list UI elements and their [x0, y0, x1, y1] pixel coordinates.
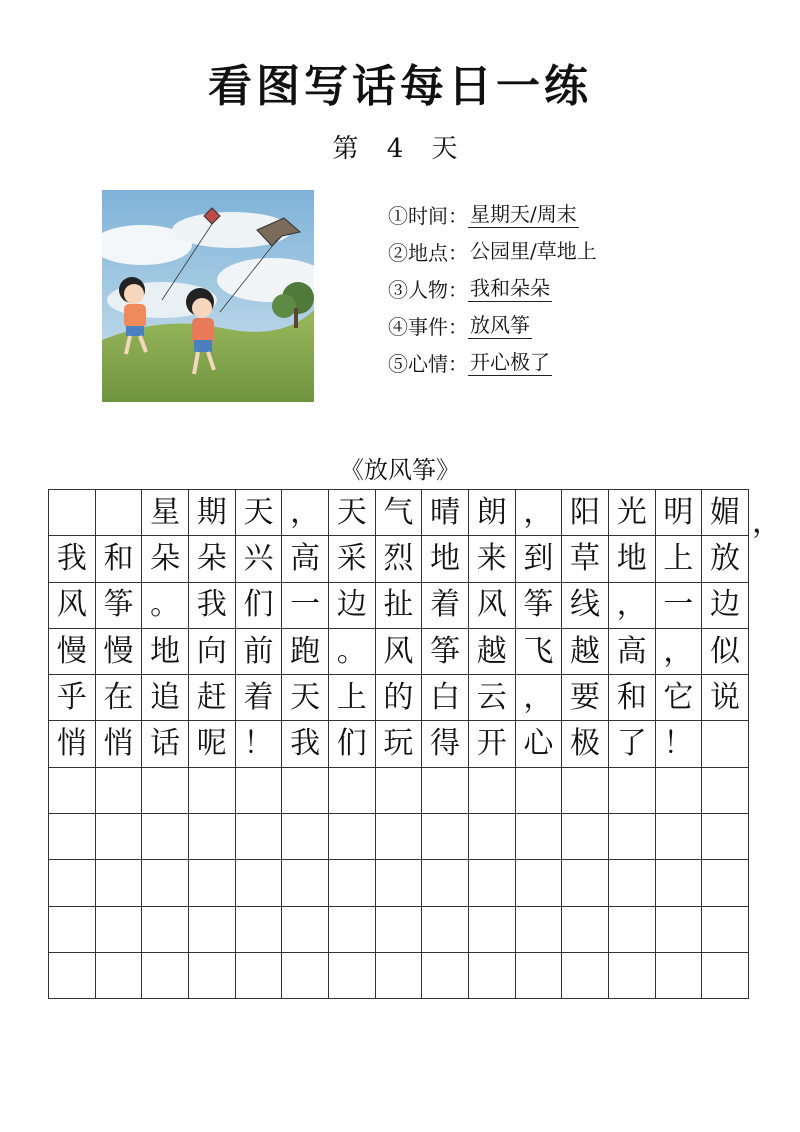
grid-cell: [329, 814, 376, 860]
grid-cell: ，: [516, 675, 563, 721]
grid-cell: [236, 768, 283, 814]
grid-cell: 。: [329, 629, 376, 675]
prompt-mood-value: 开心极了: [470, 349, 550, 374]
grid-cell: [562, 953, 609, 999]
grid-cell: 越: [469, 629, 516, 675]
prompt-time-label: ①时间：: [388, 204, 468, 228]
page-title: 看图写话每日一练: [208, 61, 592, 112]
grid-cell: [702, 907, 749, 953]
grid-cell: 的: [376, 675, 423, 721]
grid-cell: 筝: [96, 583, 143, 629]
grid-cell: 星: [142, 490, 189, 536]
grid-cell: [49, 860, 96, 906]
grid-cell: [376, 860, 423, 906]
grid-cell: 风: [49, 583, 96, 629]
grid-cell: 扯: [376, 583, 423, 629]
grid-cell: [236, 953, 283, 999]
grid-cell: [49, 907, 96, 953]
grid-cell: 天: [282, 675, 329, 721]
grid-cell: [96, 860, 143, 906]
grid-cell: 了: [609, 721, 656, 767]
grid-cell: [376, 768, 423, 814]
grid-overflow-punctuation: ，: [752, 505, 782, 540]
grid-cell: 烈: [376, 536, 423, 582]
grid-cell: 兴: [236, 536, 283, 582]
grid-cell: 和: [609, 675, 656, 721]
grid-cell: [49, 953, 96, 999]
grid-cell: [702, 953, 749, 999]
grid-cell: [702, 814, 749, 860]
grid-cell: 明: [656, 490, 703, 536]
grid-cell: [189, 814, 236, 860]
grid-cell: ，: [516, 490, 563, 536]
writing-prompts: [388, 196, 718, 381]
prompt-people-value: 我和朵朵: [470, 275, 550, 300]
grid-cell: 气: [376, 490, 423, 536]
grid-cell: ！: [236, 721, 283, 767]
grid-cell: ！: [656, 721, 703, 767]
grid-cell: ，: [656, 629, 703, 675]
grid-cell: [516, 768, 563, 814]
grid-cell: 悄: [49, 721, 96, 767]
kite-flying-illustration: [102, 190, 314, 402]
grid-cell: [422, 907, 469, 953]
grid-cell: [142, 768, 189, 814]
grid-cell: 向: [189, 629, 236, 675]
grid-cell: [656, 768, 703, 814]
grid-cell: [422, 814, 469, 860]
grid-cell: [656, 953, 703, 999]
grid-cell: 边: [329, 583, 376, 629]
grid-cell: [142, 814, 189, 860]
grid-cell: [236, 860, 283, 906]
grid-cell: 着: [422, 583, 469, 629]
grid-cell: 朗: [469, 490, 516, 536]
grid-cell: [282, 814, 329, 860]
essay-title: 《放风筝》: [340, 456, 460, 484]
grid-cell: [562, 907, 609, 953]
grid-cell: [236, 814, 283, 860]
grid-cell: [282, 860, 329, 906]
grid-cell: 悄: [96, 721, 143, 767]
grid-cell: [516, 860, 563, 906]
grid-cell: 心: [516, 721, 563, 767]
prompt-people: [388, 270, 718, 307]
grid-cell: 放: [702, 536, 749, 582]
grid-cell: [656, 860, 703, 906]
prompt-place-value: 公园里/草地上: [470, 239, 597, 263]
grid-cell: [376, 907, 423, 953]
grid-cell: 朵: [142, 536, 189, 582]
grid-cell: [96, 907, 143, 953]
prompt-mood: [388, 344, 718, 381]
grid-cell: [189, 953, 236, 999]
grid-cell: [329, 907, 376, 953]
grid-cell: 天: [236, 490, 283, 536]
grid-cell: 。: [142, 583, 189, 629]
grid-cell: 要: [562, 675, 609, 721]
grid-cell: [656, 814, 703, 860]
grid-cell: 着: [236, 675, 283, 721]
grid-cell: 飞: [516, 629, 563, 675]
grid-cell: 慢: [49, 629, 96, 675]
grid-cell: 上: [656, 536, 703, 582]
grid-cell: [142, 953, 189, 999]
grid-cell: [329, 768, 376, 814]
grid-cell: [469, 768, 516, 814]
grid-cell: [189, 860, 236, 906]
grid-cell: [702, 860, 749, 906]
grid-cell: [469, 907, 516, 953]
grid-cell: 云: [469, 675, 516, 721]
grid-cell: [96, 490, 143, 536]
grid-cell: [96, 953, 143, 999]
day-label: 第 4 天: [332, 134, 468, 164]
grid-cell: [329, 953, 376, 999]
grid-cell: 我: [282, 721, 329, 767]
grid-cell: 得: [422, 721, 469, 767]
grid-cell: 们: [236, 583, 283, 629]
grid-cell: [469, 953, 516, 999]
grid-cell: [376, 953, 423, 999]
grid-cell: 期: [189, 490, 236, 536]
prompt-event: [388, 307, 718, 344]
prompt-place-label: ②地点：: [388, 241, 468, 265]
grid-cell: ，: [282, 490, 329, 536]
prompt-people-label: ③人物：: [388, 278, 468, 302]
grid-cell: 线: [562, 583, 609, 629]
grid-cell: 白: [422, 675, 469, 721]
grid-cell: 一: [282, 583, 329, 629]
grid-cell: [516, 953, 563, 999]
grid-cell: 说: [702, 675, 749, 721]
grid-cell: 风: [376, 629, 423, 675]
grid-cell: ，: [609, 583, 656, 629]
grid-cell: 媚: [702, 490, 749, 536]
grid-cell: [562, 860, 609, 906]
grid-cell: [469, 860, 516, 906]
grid-cell: 我: [189, 583, 236, 629]
grid-cell: 采: [329, 536, 376, 582]
grid-cell: [142, 907, 189, 953]
prompt-mood-label: ⑤心情：: [388, 352, 468, 376]
prompt-event-label: ④事件：: [388, 315, 468, 339]
grid-cell: 极: [562, 721, 609, 767]
grid-cell: [609, 814, 656, 860]
grid-cell: [96, 768, 143, 814]
grid-cell: [142, 860, 189, 906]
grid-cell: 高: [282, 536, 329, 582]
grid-cell: [282, 953, 329, 999]
grid-cell: 一: [656, 583, 703, 629]
grid-cell: 地: [142, 629, 189, 675]
prompt-time: [388, 196, 718, 233]
grid-cell: 到: [516, 536, 563, 582]
grid-cell: 我: [49, 536, 96, 582]
grid-cell: [609, 907, 656, 953]
grid-cell: [562, 768, 609, 814]
grid-cell: [329, 860, 376, 906]
grid-cell: 乎: [49, 675, 96, 721]
grid-cell: 它: [656, 675, 703, 721]
grid-cell: [702, 721, 749, 767]
grid-cell: [702, 768, 749, 814]
grid-cell: [422, 860, 469, 906]
grid-cell: 阳: [562, 490, 609, 536]
grid-cell: [49, 490, 96, 536]
grid-cell: 玩: [376, 721, 423, 767]
grid-cell: 来: [469, 536, 516, 582]
grid-cell: 地: [609, 536, 656, 582]
grid-cell: 上: [329, 675, 376, 721]
grid-cell: 似: [702, 629, 749, 675]
prompt-event-value: 放风筝: [470, 312, 530, 337]
grid-cell: [282, 768, 329, 814]
grid-cell: 高: [609, 629, 656, 675]
grid-cell: 开: [469, 721, 516, 767]
grid-cell: [189, 907, 236, 953]
grid-cell: 边: [702, 583, 749, 629]
grid-cell: 草: [562, 536, 609, 582]
grid-cell: [376, 814, 423, 860]
grid-cell: 天: [329, 490, 376, 536]
grid-cell: [609, 860, 656, 906]
grid-cell: [282, 907, 329, 953]
grid-cell: 慢: [96, 629, 143, 675]
grid-cell: 筝: [422, 629, 469, 675]
grid-cell: 在: [96, 675, 143, 721]
grid-cell: [516, 814, 563, 860]
illustration-drawing: [102, 190, 314, 402]
grid-cell: 话: [142, 721, 189, 767]
grid-cell: [49, 768, 96, 814]
grid-cell: 跑: [282, 629, 329, 675]
grid-cell: [469, 814, 516, 860]
grid-cell: 光: [609, 490, 656, 536]
grid-cell: 赶: [189, 675, 236, 721]
grid-cell: [562, 814, 609, 860]
grid-cell: 呢: [189, 721, 236, 767]
grid-cell: [609, 768, 656, 814]
grid-cell: 晴: [422, 490, 469, 536]
prompt-place: [388, 233, 718, 270]
grid-cell: 地: [422, 536, 469, 582]
grid-cell: [49, 814, 96, 860]
grid-cell: 风: [469, 583, 516, 629]
grid-cell: [422, 953, 469, 999]
grid-cell: [656, 907, 703, 953]
grid-cell: 们: [329, 721, 376, 767]
grid-cell: 前: [236, 629, 283, 675]
writing-grid: [48, 489, 749, 999]
grid-cell: 越: [562, 629, 609, 675]
grid-cell: [236, 907, 283, 953]
grid-cell: [516, 907, 563, 953]
prompt-time-value: 星期天/周末: [470, 201, 577, 226]
grid-cell: 朵: [189, 536, 236, 582]
grid-cell: 追: [142, 675, 189, 721]
grid-cell: [189, 768, 236, 814]
grid-cell: 和: [96, 536, 143, 582]
grid-cell: [609, 953, 656, 999]
grid-cell: [422, 768, 469, 814]
grid-cell: 筝: [516, 583, 563, 629]
grid-cell: [96, 814, 143, 860]
